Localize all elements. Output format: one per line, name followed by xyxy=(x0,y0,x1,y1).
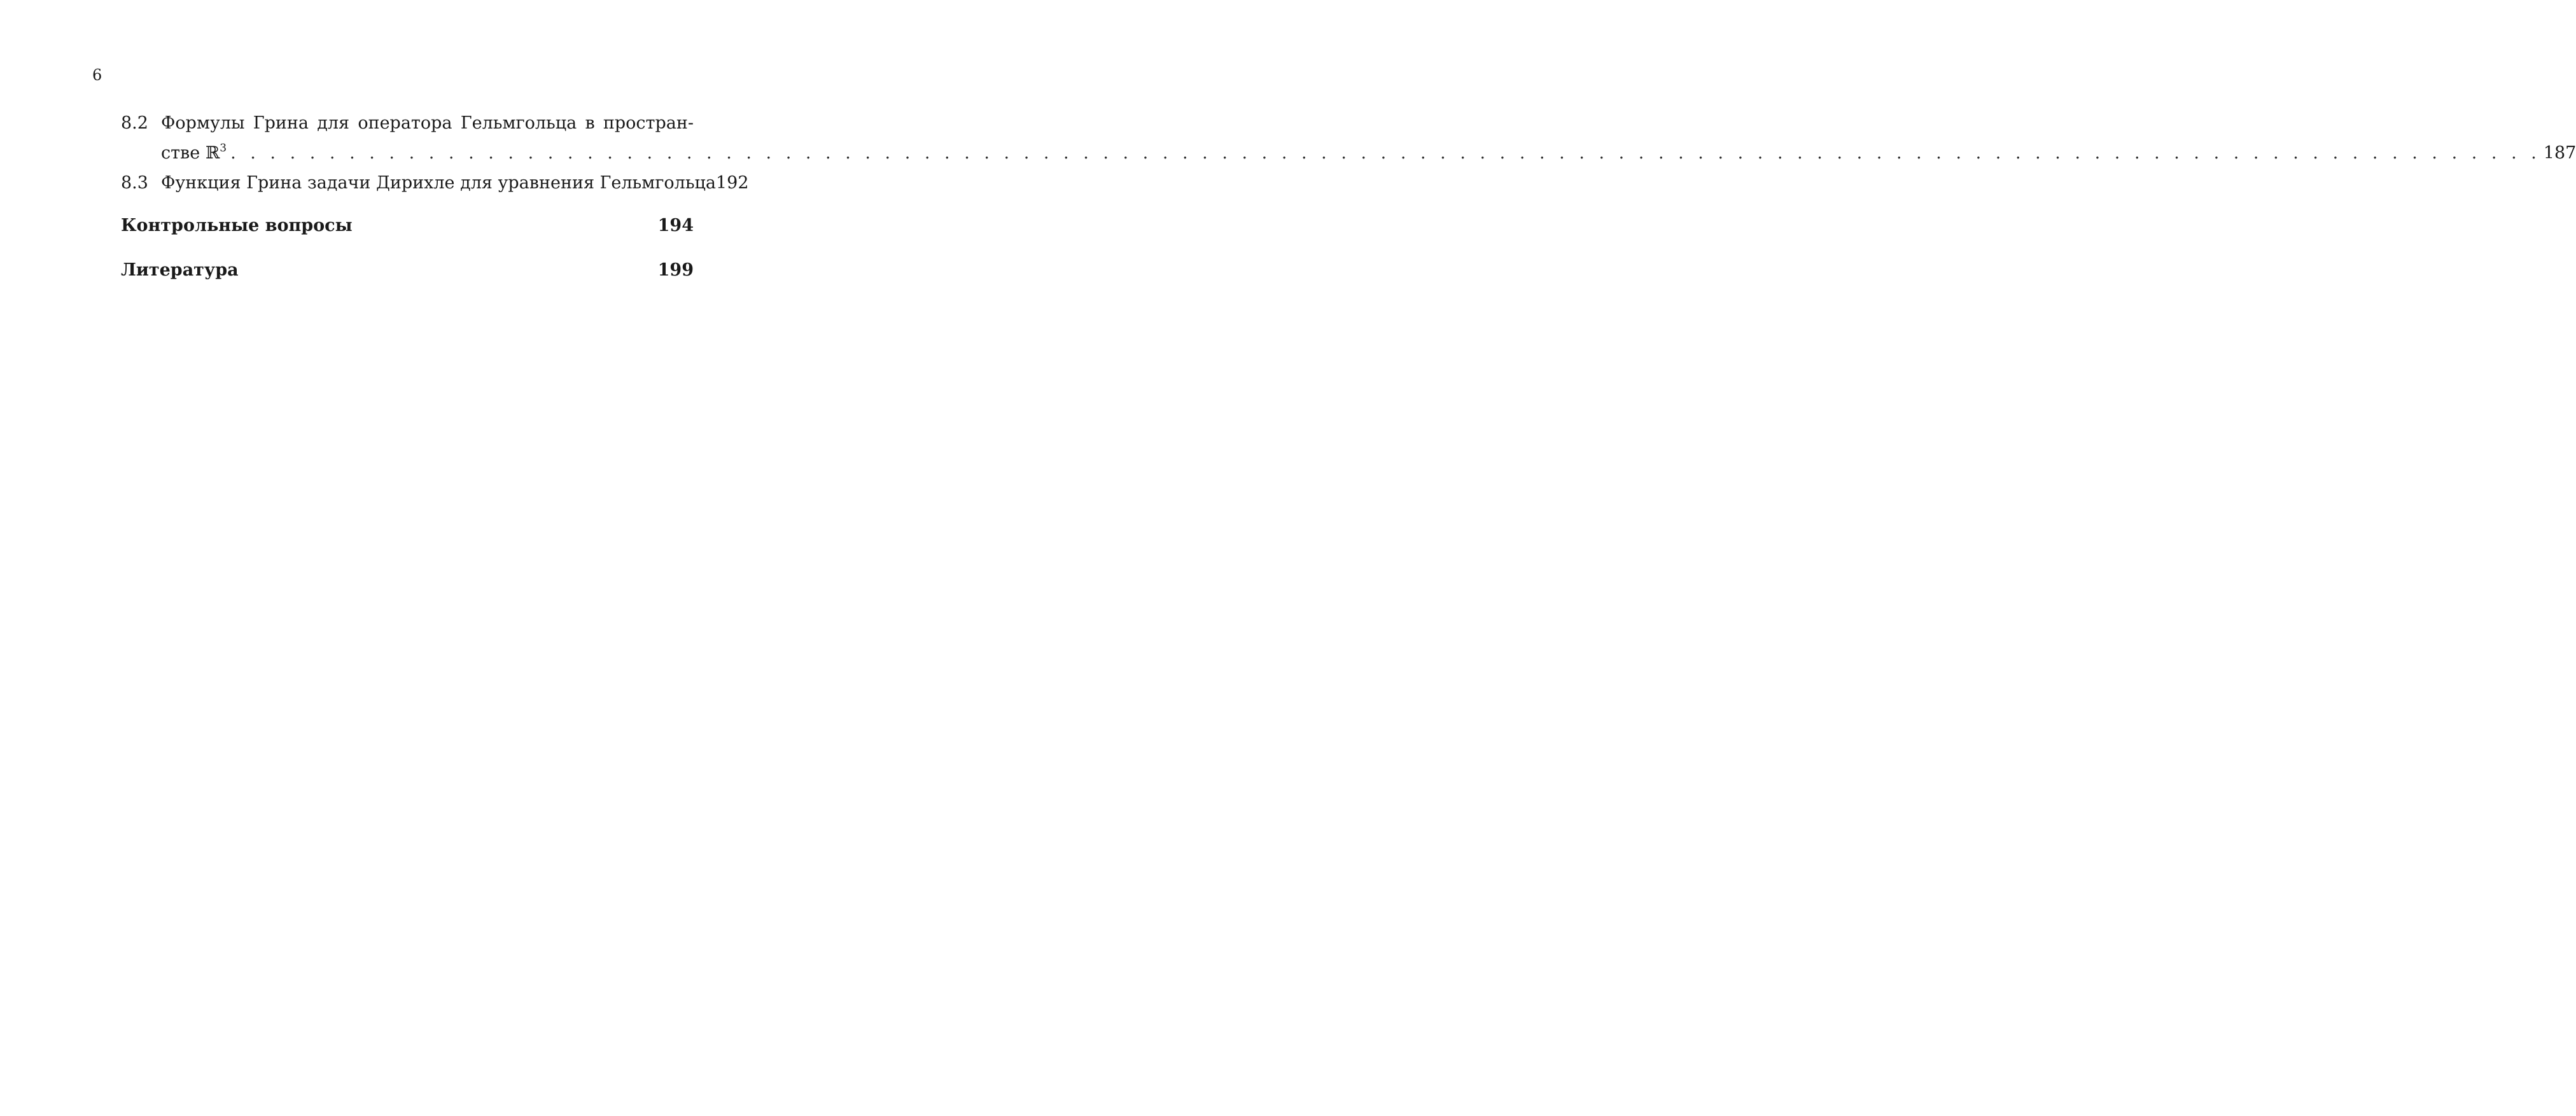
page-number: 6 xyxy=(92,66,102,84)
superscript: 3 xyxy=(220,142,227,155)
toc-entry-8-3[interactable] xyxy=(121,168,749,198)
toc-chapter-review-questions[interactable] xyxy=(121,216,694,235)
chapter-title: Контрольные вопросы xyxy=(121,216,353,235)
section-page: 187 xyxy=(2543,143,2576,163)
section-number: 8.2 xyxy=(121,113,148,133)
chapter-page: 194 xyxy=(657,216,694,235)
section-title-line1: Формулы Грина для оператора Гельмгольца в простран- xyxy=(161,113,694,133)
dot-leader xyxy=(230,138,2541,168)
section-page: 192 xyxy=(715,173,749,193)
section-title: Функция Грина задачи Дирихле для уравнения Гельмгольца xyxy=(161,173,716,193)
chapter-title: Литература xyxy=(121,260,239,280)
toc-chapter-literature[interactable] xyxy=(121,260,694,280)
chapter-page: 199 xyxy=(657,260,694,280)
toc-entry-8-2[interactable] xyxy=(121,108,2576,168)
section-number: 8.3 xyxy=(121,173,148,193)
section-title-line2: стве ℝ$^3$ xyxy=(161,142,227,163)
table-of-contents xyxy=(121,108,2576,280)
